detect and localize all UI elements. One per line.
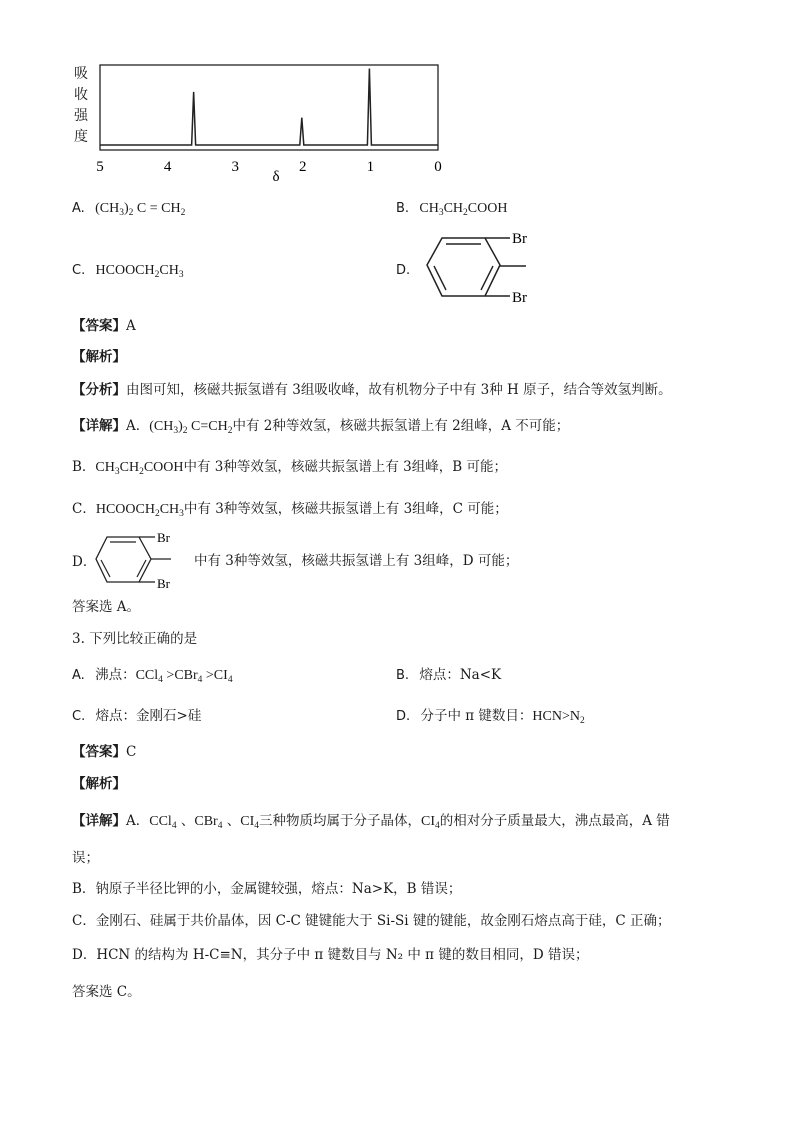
option-d-structure xyxy=(410,228,560,308)
q3-conclusion: 答案选 C。 xyxy=(72,984,141,1000)
q2-detail-d-prefix: D． xyxy=(72,554,97,570)
y-label-char: 收 xyxy=(74,87,88,103)
q2-option-c: C. $HCOOCH_2CH_3$ xyxy=(72,263,184,280)
x-axis-label: δ xyxy=(272,169,280,185)
y-label-char: 吸 xyxy=(74,66,88,82)
q3-detail-a-line1: 【详解】A．CCl$_4$ 、CBr$_4$ 、$CI_4$三种物质均属于分子晶体，$CI_4$的相对分子质量最大，沸点最高，A 错 xyxy=(72,813,670,831)
q2-detail-b: B．$CH_3CH_2COOH$中有 3种等效氢，核磁共振氢谱上有 3组峰，B 可能； xyxy=(72,459,507,477)
q3-stem: 3. 下列比较正确的是 xyxy=(72,631,198,647)
q3-option-c: C. 熔点：金刚石>硅 xyxy=(72,708,202,724)
x-tick-label: 4 xyxy=(163,159,172,175)
q2-detail-d-text: 中有 3种等效氢，核磁共振氢谱上有 3组峰，D 可能； xyxy=(194,553,519,569)
q2-option-a: A. $(CH_3)_2$ $C = CH_2$ xyxy=(72,201,186,218)
q3-option-b: B. 熔点：Na<K xyxy=(396,667,502,683)
svg-text:Br: Br xyxy=(512,290,527,306)
spectrum-frame xyxy=(100,65,438,150)
y-label-char: 度 xyxy=(74,129,88,145)
y-label-char: 强 xyxy=(74,108,88,124)
q2-conclusion: 答案选 A。 xyxy=(72,599,141,615)
option-b-formula: $CH_3CH_2COOH$ xyxy=(419,201,508,218)
option-a-formula: $(CH_3)_2$ $C = CH_2$ xyxy=(95,201,186,218)
q2-option-d-label: D. xyxy=(396,263,411,278)
svg-text:Br: Br xyxy=(512,231,527,247)
x-tick-label: 0 xyxy=(434,159,442,175)
q2-option-b: B. $CH_3CH_2COOH$ xyxy=(396,201,508,218)
x-tick-label: 3 xyxy=(231,159,239,175)
detail-d-structure xyxy=(93,528,203,598)
option-c-formula: $HCOOCH_2CH_3$ xyxy=(95,263,184,280)
nmr-spectrum xyxy=(0,0,794,190)
q2-analysis-tag: 【解析】 xyxy=(72,349,126,365)
svg-text:Br: Br xyxy=(157,576,170,591)
x-tick-label: 5 xyxy=(96,159,104,175)
q2-fenxi: 【分析】由图可知，核磁共振氢谱有 3组吸收峰，故有机物分子中有 3种 H 原子，结合等效氢判断。 xyxy=(72,382,672,398)
q3-answer: 【答案】C xyxy=(72,744,137,760)
q2-detail-c: C．$HCOOCH_2CH_3$中有 3种等效氢，核磁共振氢谱上有 3组峰，C 可能； xyxy=(72,501,508,519)
spectrum-trace xyxy=(100,69,438,145)
x-tick-label: 1 xyxy=(366,159,375,175)
x-tick-label: 2 xyxy=(299,159,307,175)
q3-option-d: D. 分子中 π 键数目：$HCN>N_2$ xyxy=(396,708,585,726)
q2-answer: 【答案】A xyxy=(72,318,136,334)
q3-detail-d: D．HCN 的结构为 H-C≡N，其分子中 π 键数目与 N₂ 中 π 键的数目相同，D 错误； xyxy=(72,947,589,963)
q2-detail-a: 【详解】A．$(CH_3)_2$ $C=CH_2$中有 2种等效氢，核磁共振氢谱上有 2组峰，A 不可能； xyxy=(72,418,570,436)
q3-option-a: A. 沸点：$CCl_4 >CBr_4 >CI_4$ xyxy=(72,667,233,685)
q3-detail-a-line2: 误； xyxy=(72,850,99,866)
q3-detail-b: B．钠原子半径比钾的小，金属键较强，熔点：Na>K，B 错误； xyxy=(72,881,462,897)
q3-detail-c: C．金刚石、硅属于共价晶体，因 C-C 键键能大于 Si-Si 键的键能，故金刚石熔点高于硅，C 正确； xyxy=(72,913,671,929)
svg-text:Br: Br xyxy=(157,530,170,545)
q3-analysis-tag: 【解析】 xyxy=(72,776,126,792)
